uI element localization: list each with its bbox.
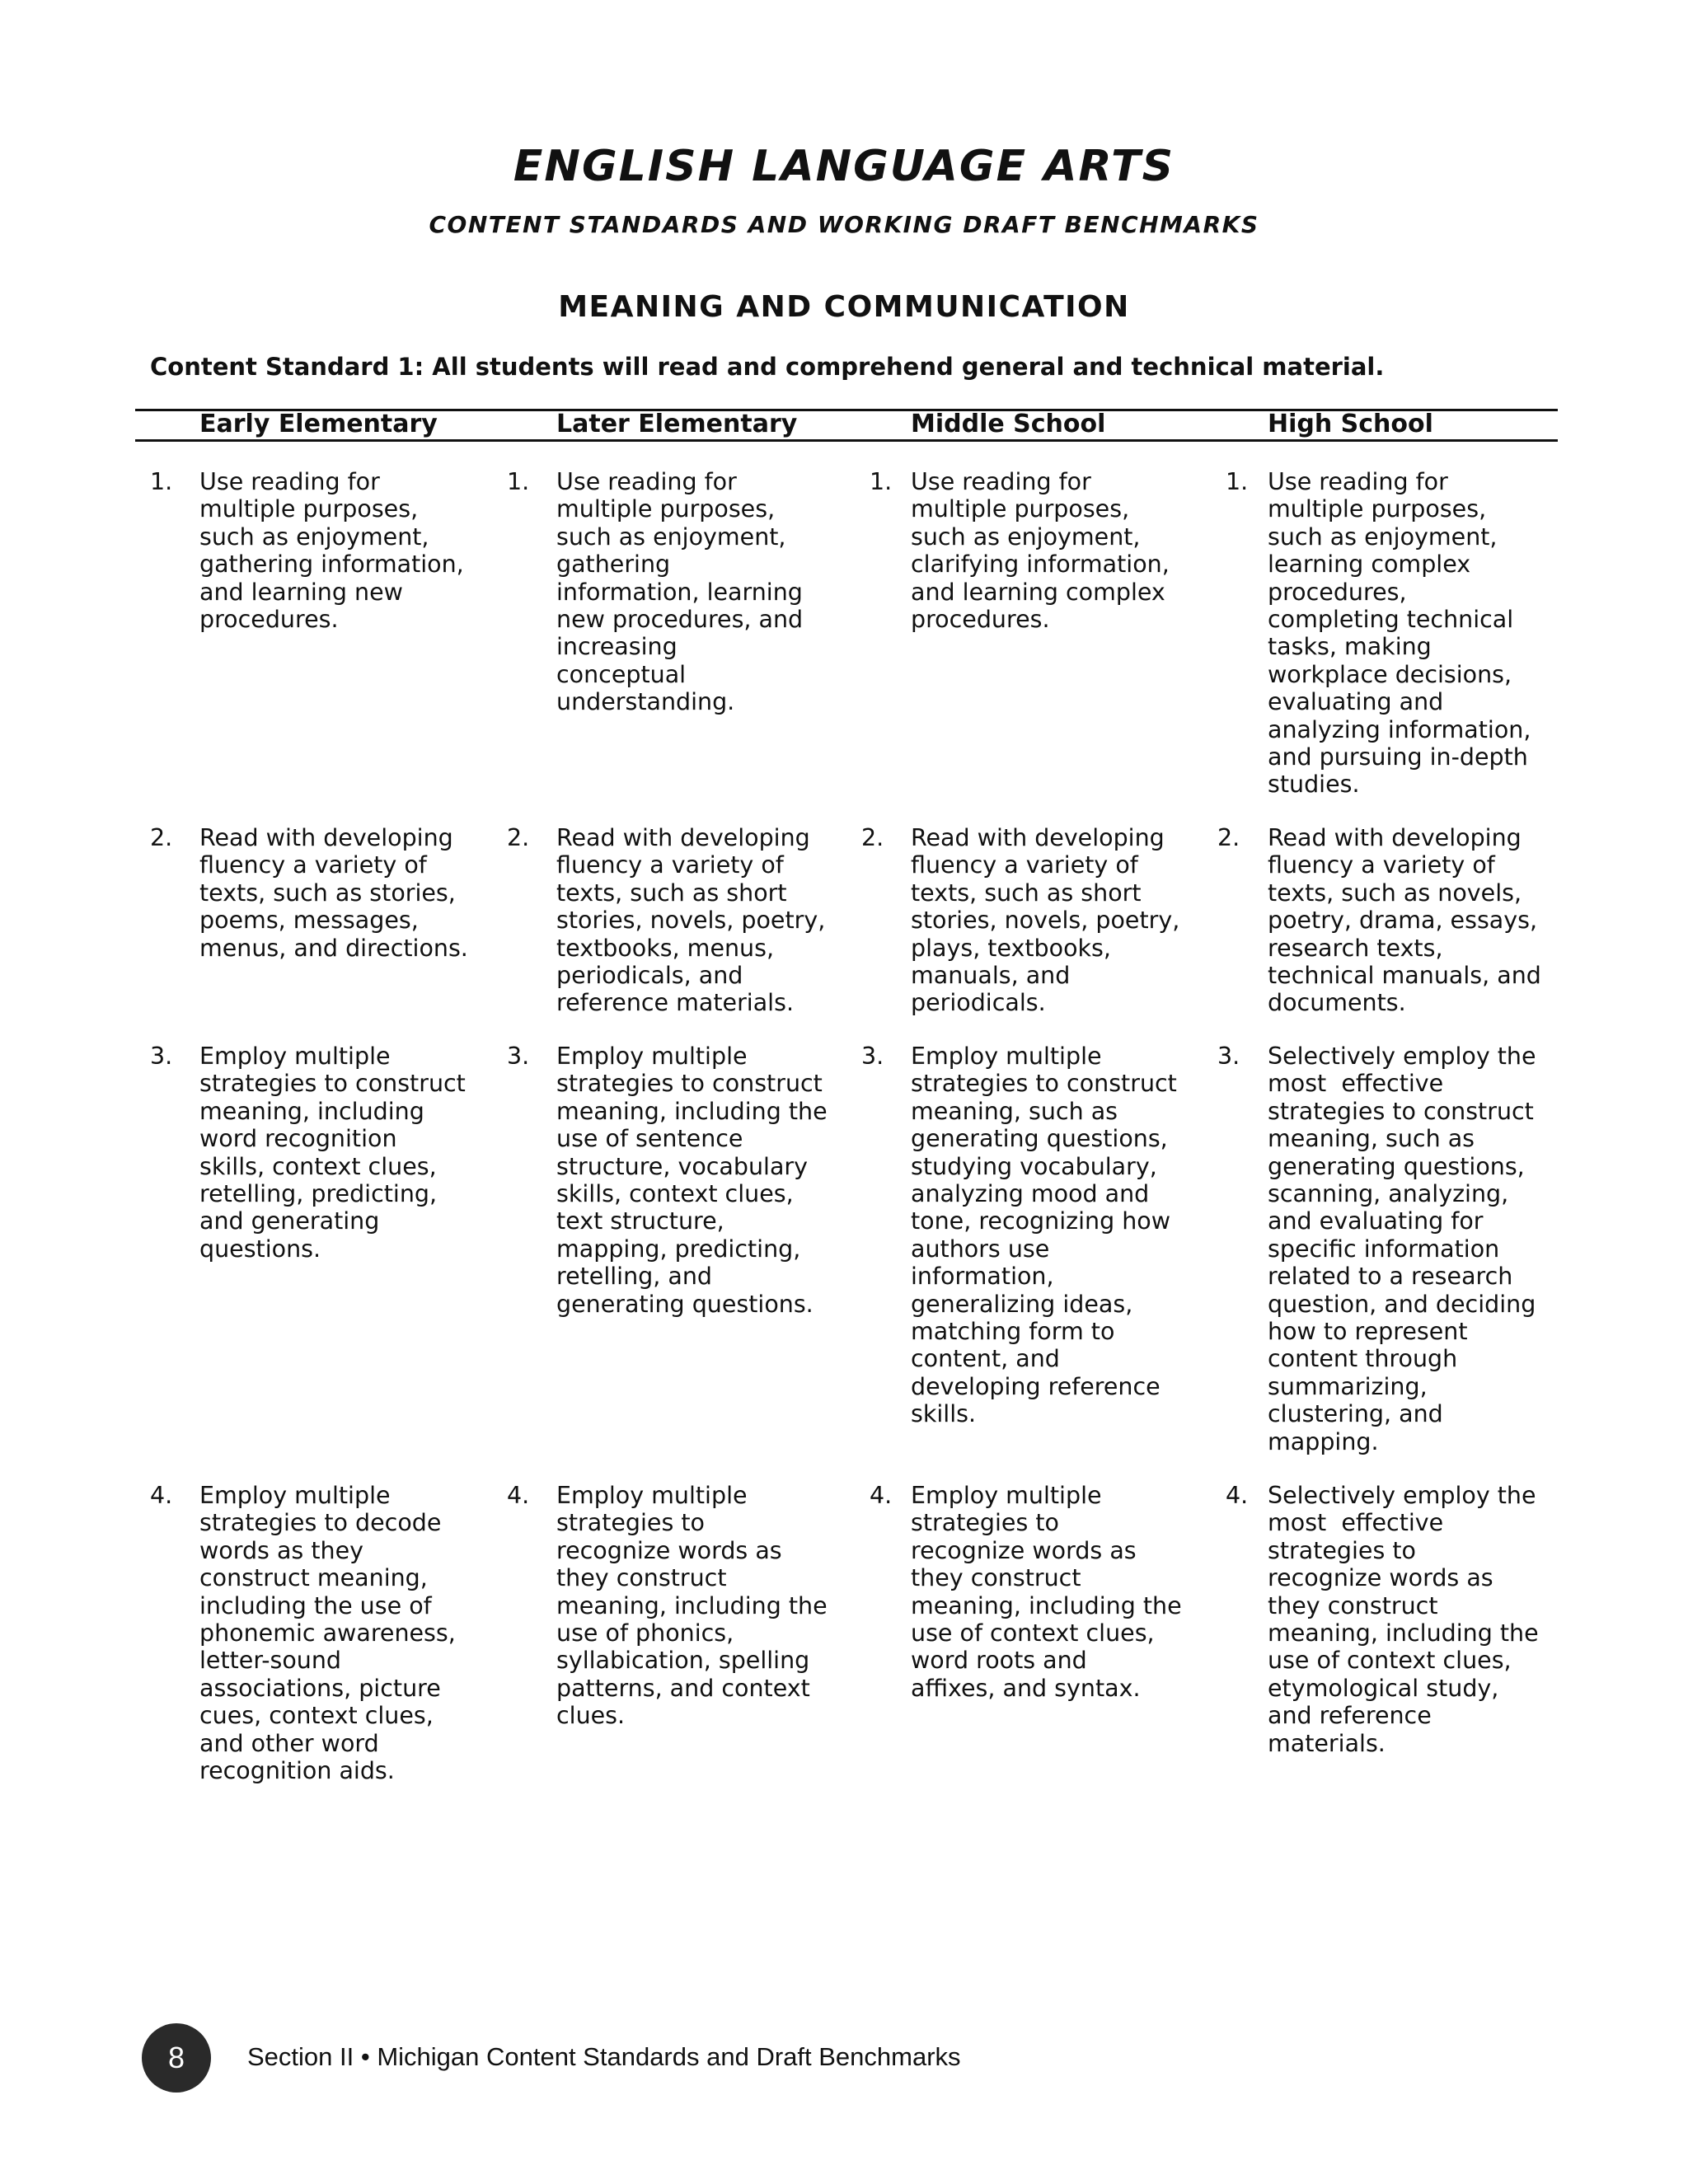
item-number: 4. xyxy=(1226,1482,1249,1509)
item-number: 3. xyxy=(150,1043,173,1070)
benchmark-cell: Employ multiple strategies to construct meaning, including word recognition skills, context clues, retelling, predicting, and generating questions. xyxy=(199,1043,466,1263)
benchmark-cell: Use reading for multiple purposes, such as enjoyment, gathering information, learning new procedures, and increasing conceptual understanding. xyxy=(556,468,804,716)
item-number: 1. xyxy=(870,468,893,495)
page-number-badge: 8 xyxy=(142,2023,211,2093)
section-heading: MEANING AND COMMUNICATION xyxy=(558,290,1130,324)
benchmark-cell: Employ multiple strategies to decode words as they construct meaning, including the use of phonemic awareness, letter-sound associations, picture cues, context clues, and other word recognition aids. xyxy=(199,1482,456,1785)
benchmark-cell: Employ multiple strategies to recognize words as they construct meaning, including the use of context clues, word roots and affixes, and syntax. xyxy=(911,1482,1182,1702)
column-header-high-school: High School xyxy=(1268,410,1433,438)
item-number: 2. xyxy=(1217,824,1240,851)
page-subtitle: CONTENT STANDARDS AND WORKING DRAFT BENCHMARKS xyxy=(429,211,1259,238)
item-number: 2. xyxy=(150,824,173,851)
column-header-later-elementary: Later Elementary xyxy=(556,410,798,438)
item-number: 1. xyxy=(507,468,530,495)
column-header-early-elementary: Early Elementary xyxy=(199,410,438,438)
column-header-middle-school: Middle School xyxy=(911,410,1106,438)
benchmark-cell: Employ multiple strategies to construct meaning, such as generating questions, studying vocabulary, analyzing mood and tone, recognizing how authors use information, generalizing ideas, matching form to content, and developing reference skills. xyxy=(911,1043,1177,1428)
benchmark-cell: Employ multiple strategies to recognize words as they construct meaning, including the use of phonics, syllabication, spelling patterns, and context clues. xyxy=(556,1482,828,1730)
page-title: ENGLISH LANGUAGE ARTS xyxy=(513,142,1175,191)
item-number: 4. xyxy=(870,1482,893,1509)
item-number: 2. xyxy=(861,824,884,851)
content-standard: Content Standard 1: All students will read and comprehend general and technical material. xyxy=(150,353,1385,381)
item-number: 3. xyxy=(861,1043,884,1070)
benchmark-cell: Use reading for multiple purposes, such as enjoyment, gathering information, and learning new procedures. xyxy=(199,468,464,634)
benchmark-cell: Read with developing fluency a variety of texts, such as novels, poetry, drama, essays, research texts, technical manuals, and documents. xyxy=(1268,824,1541,1017)
benchmark-cell: Selectively employ the most effective strategies to recognize words as they construct meaning, including the use of context clues, etymological study, and reference materials. xyxy=(1268,1482,1539,1757)
item-number: 1. xyxy=(1226,468,1249,495)
table-rule-bottom xyxy=(135,439,1558,442)
benchmark-cell: Read with developing fluency a variety of texts, such as short stories, novels, poetry, textbooks, menus, periodicals, and reference materials. xyxy=(556,824,826,1017)
benchmark-cell: Read with developing fluency a variety of texts, such as stories, poems, messages, menus, and directions. xyxy=(199,824,468,962)
benchmark-cell: Selectively employ the most effective strategies to construct meaning, such as generating questions, scanning, analyzing, and evaluating for specific information related to a research question, and deciding how to represent content through summarizing, clustering, and mapping. xyxy=(1268,1043,1536,1455)
benchmark-cell: Use reading for multiple purposes, such as enjoyment, clarifying information, and learning complex procedures. xyxy=(911,468,1170,634)
item-number: 4. xyxy=(150,1482,173,1509)
item-number: 3. xyxy=(507,1043,530,1070)
item-number: 4. xyxy=(507,1482,530,1509)
item-number: 1. xyxy=(150,468,173,495)
item-number: 2. xyxy=(507,824,530,851)
footer-text: Section II • Michigan Content Standards and Draft Benchmarks xyxy=(247,2042,961,2071)
benchmark-cell: Employ multiple strategies to construct meaning, including the use of sentence structure, vocabulary skills, context clues, text structure, mapping, predicting, retelling, and generating questions. xyxy=(556,1043,828,1318)
item-number: 3. xyxy=(1217,1043,1240,1070)
benchmark-cell: Use reading for multiple purposes, such as enjoyment, learning complex procedures, completing technical tasks, making workplace decisions, evaluating and analyzing information, and pursuing in-depth studies. xyxy=(1268,468,1531,799)
benchmark-cell: Read with developing fluency a variety of texts, such as short stories, novels, poetry, plays, textbooks, manuals, and periodicals. xyxy=(911,824,1180,1017)
